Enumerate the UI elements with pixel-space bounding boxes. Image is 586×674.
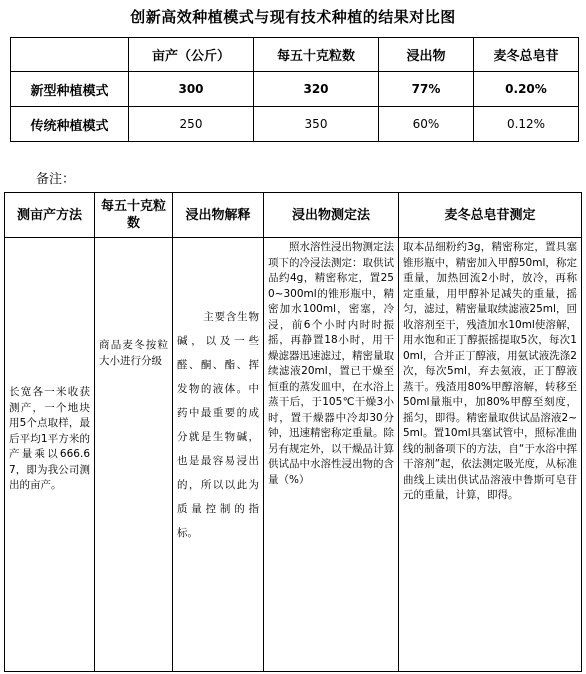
table-row-traditional-mode	[11, 107, 579, 142]
note-label: 备注：	[36, 172, 76, 187]
saponin-method-cell	[399, 238, 582, 672]
cell-grain-count: 320	[254, 72, 379, 107]
grain-count-text: 商品麦冬按粒大小进行分级	[99, 339, 168, 367]
saponin-method-text: 取本品细粉约3g，精密称定，置具塞锥形瓶中，精密加入甲醇50ml，称定重量，加热回流2小时，放冷，再称定重量，用甲醇补足减失的重量，摇匀，滤过，精密量取续滤液25ml，回收溶剂至干，残渣加水10ml使溶解，用水饱和正丁醇振摇提取5次，每次10ml，合并正丁醇液，用氨试液洗涤2次，每次5ml，弃去氨液，正丁醇液蒸干。残渣用80%甲醇溶解，转移至50ml量瓶中，加80%甲醇至刻度，摇匀，即得。精密量取供试品溶液2~5ml。置10ml具塞试管中，照标准曲线的制备项下的方法，自“于水浴中挥干溶剂”起，依法测定吸光度，从标准曲线上读出供试品溶液中鲁斯可皂苷元的重量，计算，即得。	[403, 241, 577, 501]
header-cell-empty	[11, 38, 129, 72]
cell-yield: 250	[129, 107, 254, 142]
header-cell-yield: 亩产（公斤）	[129, 38, 254, 72]
header-cell-grain-count: 每五十克粒数	[254, 38, 379, 72]
cell-saponin: 0.12%	[474, 107, 579, 142]
cell-grain-count: 350	[254, 107, 379, 142]
extract-method-text: 照水溶性浸出物测定法项下的冷浸法测定：取供试品约4g，精密称定，置250~300ml的锥形瓶中，精密加水100ml，密塞，冷浸，前6个小时内时时振摇，再静置18小时，用干燥滤器迅速滤过，精密量取续滤液20ml，置已干燥至恒重的蒸发皿中，在水浴上蒸干后，于105℃干燥3小时，置干燥器中冷却30分钟，迅速精密称定重量。除另有规定外，以干燥品计算供试品中水溶性浸出物的含量（%）	[268, 241, 394, 486]
extract-method-cell	[264, 238, 399, 672]
row-label: 新型种植模式	[11, 72, 129, 107]
header-yield-method: 测亩产方法	[5, 193, 95, 238]
header-grain-count: 每五十克粒数	[95, 193, 173, 238]
cell-extract: 60%	[379, 107, 474, 142]
notes-header-row	[5, 193, 582, 238]
notes-table	[4, 192, 582, 672]
header-cell-saponin: 麦冬总皂苷	[474, 38, 579, 72]
grain-count-cell	[95, 238, 173, 672]
comparison-header-row	[11, 38, 579, 72]
header-saponin-method: 麦冬总皂苷测定	[399, 193, 582, 238]
row-label: 传统种植模式	[11, 107, 129, 142]
header-cell-extract: 浸出物	[379, 38, 474, 72]
page-title: 创新高效种植模式与现有技术种植的结果对比图	[130, 8, 456, 26]
notes-body-row	[5, 238, 582, 672]
cell-saponin: 0.20%	[474, 72, 579, 107]
yield-method-text: 长宽各一米收获测产，一个地块用5个点取样，最后平均1平方米的产量乘以666.67，即为我公司测出的亩产。	[9, 386, 90, 492]
header-extract-method: 浸出物测定法	[264, 193, 399, 238]
header-extract-explanation: 浸出物解释	[173, 193, 264, 238]
cell-yield: 300	[129, 72, 254, 107]
extract-explanation-text: 主要含生物碱，以及一些醛、酮、酯、挥发物的液体。中药中最重要的成分就是生物碱，也是最容易浸出的，所以以此为质量控制的指标。	[177, 311, 259, 539]
cell-extract: 77%	[379, 72, 474, 107]
yield-method-cell	[5, 238, 95, 672]
extract-explanation-cell	[173, 238, 264, 672]
comparison-table	[10, 37, 579, 142]
table-row-new-mode	[11, 72, 579, 107]
